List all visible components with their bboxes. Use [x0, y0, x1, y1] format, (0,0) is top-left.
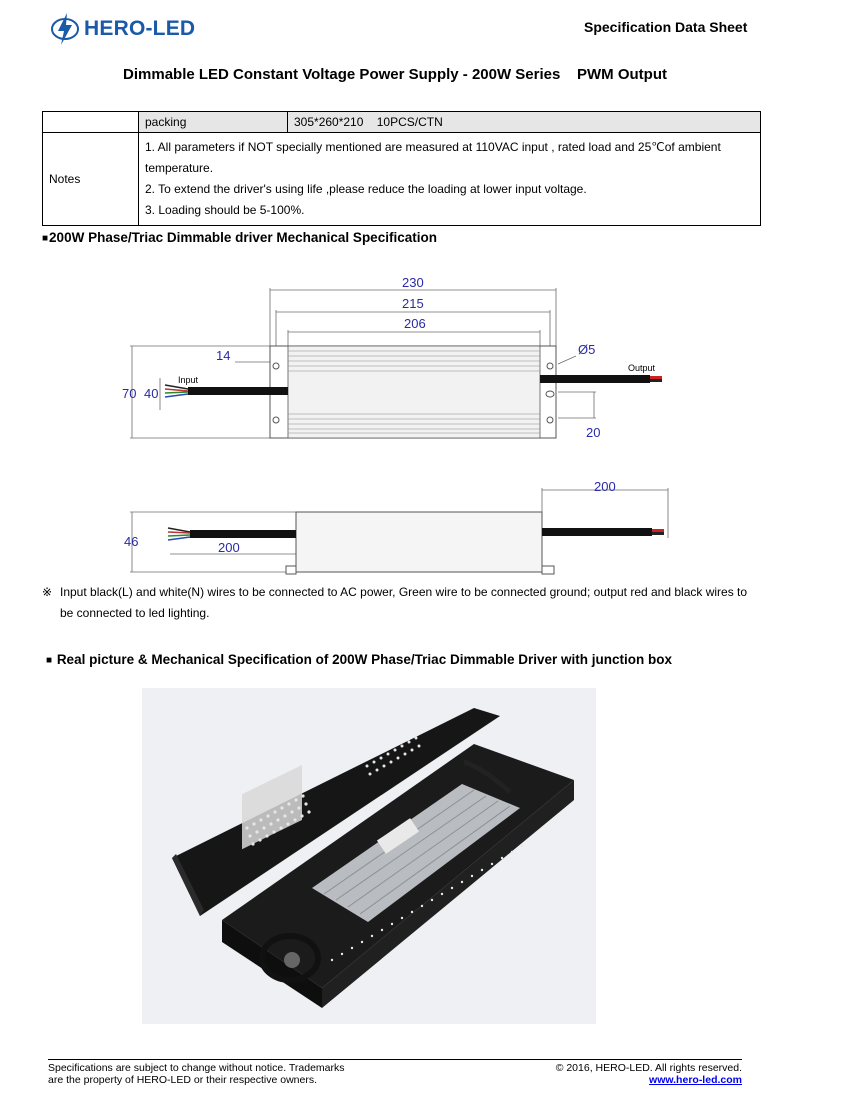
lightning-logo-icon	[50, 12, 80, 46]
dim-215: 215	[402, 296, 424, 311]
dim-46: 46	[124, 534, 139, 549]
side-view-drawing	[110, 480, 690, 580]
dim-20: 20	[586, 425, 601, 440]
bullet-square-icon: ■	[42, 232, 49, 244]
brand-logo	[50, 12, 195, 46]
website-link[interactable]: www.hero-led.com	[649, 1074, 742, 1086]
packing-value: 305*260*210 10PCS/CTN	[288, 112, 761, 133]
brand-name: HERO-LED	[84, 17, 196, 40]
mechanical-section-title: ■200W Phase/Triac Dimmable driver Mechanical Specification	[42, 230, 437, 245]
packing-row	[43, 112, 761, 133]
document-type: Specification Data Sheet	[584, 19, 748, 35]
note-2: 2. To extend the driver's using life ,please reduce the loading at lower input voltage.	[145, 182, 587, 196]
notes-row	[43, 133, 761, 226]
note-1-cont: temperature.	[145, 161, 214, 175]
empty-cell	[43, 112, 139, 133]
wiring-remark	[42, 582, 762, 624]
spec-table	[42, 111, 761, 226]
dim-phi5: Ø5	[578, 342, 596, 357]
footer-divider	[48, 1059, 742, 1060]
dim-200-right: 200	[594, 480, 616, 494]
note-1: 1. All parameters if NOT specially mentioned are measured at 110VAC input , rated load and 25℃of ambient	[145, 140, 721, 154]
dim-200-left: 200	[218, 540, 240, 555]
dim-14: 14	[216, 348, 231, 363]
output-label: Output	[628, 363, 656, 373]
footer-right	[520, 1062, 742, 1086]
remark-symbol: ※	[42, 585, 53, 599]
real-picture-section-title: ■ Real picture & Mechanical Specification of 200W Phase/Triac Dimmable Driver with junction box	[46, 652, 672, 667]
notes-label: Notes	[43, 133, 139, 226]
dim-230: 230	[402, 275, 424, 290]
dim-206: 206	[404, 316, 426, 331]
copyright: © 2016, HERO-LED. All rights reserved.	[555, 1062, 742, 1074]
notes-content	[139, 133, 761, 226]
page-title: Dimmable LED Constant Voltage Power Supply - 200W Series PWM Output	[123, 66, 667, 83]
bullet-square-icon: ■	[46, 654, 53, 666]
remark-text: Input black(L) and white(N) wires to be connected to AC power, Green wire to be connected ground; output red and black wires to be connected to led lighting.	[60, 585, 748, 620]
driver-junction-box-photo	[142, 688, 596, 1024]
dim-70: 70	[122, 386, 137, 401]
input-label: Input	[178, 375, 199, 385]
dim-40: 40	[144, 386, 159, 401]
note-3: 3. Loading should be 5-100%.	[145, 203, 305, 217]
packing-label: packing	[139, 112, 288, 133]
footer-disclaimer: Specifications are subject to change without notice. Trademarks are the property of HERO-LED or their respective owners.	[48, 1062, 345, 1086]
top-view-drawing	[110, 270, 690, 450]
